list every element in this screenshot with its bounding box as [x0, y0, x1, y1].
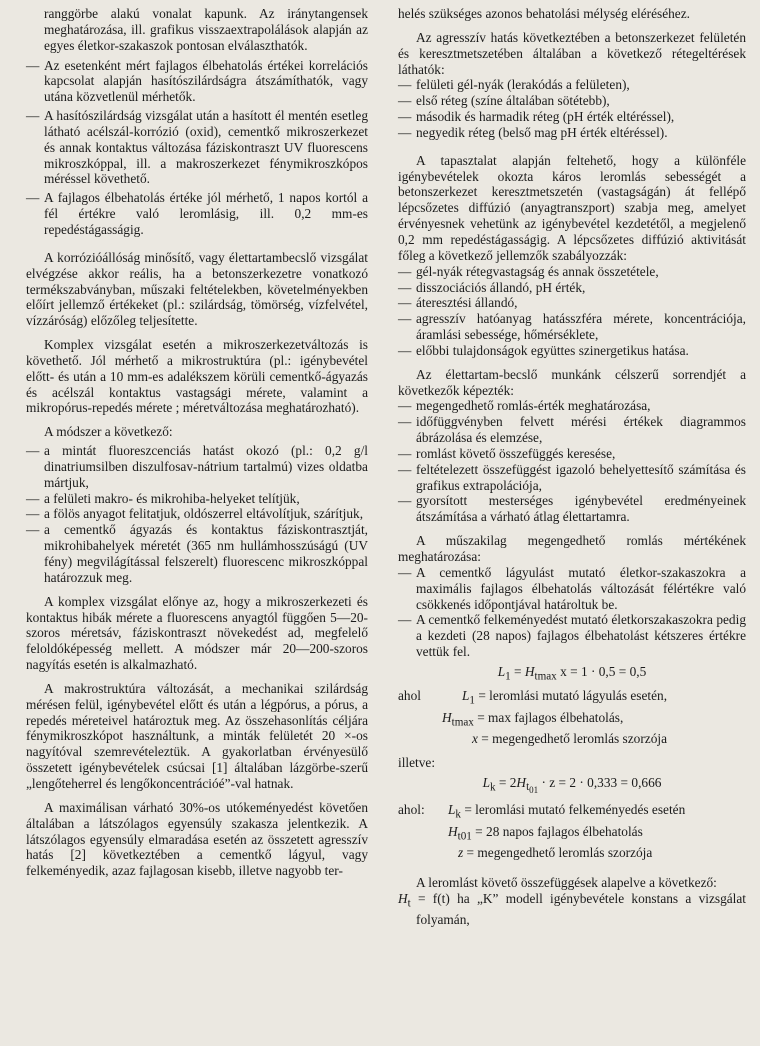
list-item: — negyedik réteg (belső mag pH érték eltéréssel).	[398, 125, 746, 141]
definition-row: z = megengedhető leromlás szorzója	[458, 845, 653, 861]
paragraph: $H_t = f(t)$ ha „K” modell igénybevétele konstans a vizsgálat folyamán,	[398, 890, 746, 928]
paragraph: A korrózióállóság minősítő, vagy élettartambecslő vizsgálat elvégzése akkor reális, ha a betonszerkezetre vonatkozó termékszabványban, műszaki feltételekben, követelményekben előírt jellemző értékeket (pl.: szilárdság, tömörség, vízfelvétel, vízzáróság) előzőleg teljesítette.	[26, 249, 368, 329]
list-item: — felületi gél-nyák (lerakódás a felületen),	[398, 77, 746, 93]
paragraph: A leromlást követő összefüggések alapelve a következő:	[416, 874, 717, 890]
paragraph: helés szükséges azonos behatolási mélység eléréséhez.	[398, 6, 690, 21]
list-item: — megengedhető romlás-érték meghatározása,	[398, 398, 746, 414]
list-item: — A cementkő lágyulást mutató életkor-szakaszokra a maximális fajlagos élbehatolás változását félértékre való csökkenés időpontjával határoltuk be.	[398, 565, 746, 613]
list-item: — A hasítószilárdság vizsgálat után a hasított él mentén esetleg látható acélszál-korrózió (oxid), cementkő mikroszerkezet és annak kontaktus változása fáziskontraszt UV fluorescens mikroszkóppal, ill. a makroszerkezet fénymikroszkópos méréssel követhető.	[26, 108, 368, 187]
right-column	[398, 6, 746, 928]
list-item: — A fajlagos élbehatolás értéke jól mérhető, 1 napos kortól a fél értékre való leromlásig, ill. 0,2 mm-es repedéstágasságig.	[26, 190, 368, 238]
list-item: — agresszív hatóanyag hatásszféra mérete, koncentrációja, áramlási sebessége, hőmérséklete,	[398, 311, 746, 343]
paragraph: Az élettartam-becslő munkánk célszerű sorrendjét a következők képezték:	[398, 366, 746, 398]
paragraph: A módszer a következő:	[44, 424, 173, 440]
paragraph: A maximálisan várható 30%-os utókeményedést követően általában a látszólagos egyensúly szakasza jelentkezik. A látszólagos egyensúly elmaradása esetén az összetett agresszív hatás [2] következtében a cementkő lágyul, vagy felkeményedik, azaz fajlagosan kisebb, illetve nagyobb ter-	[26, 799, 368, 879]
definition-row: $H_{tmax} = \max$ fajlagos élbehatolás,	[442, 709, 624, 729]
list-item: — a mintát fluoreszcenciás hatást okozó (pl.: 0,2 g/l dinatriumsilben diszulfosav-nátrium tartalmú) vizes oldatba mártjuk,	[26, 443, 368, 491]
definition-row: $H_{t01} = 28$ napos fajlagos élbehatolás	[448, 823, 643, 843]
list-item: — A cementkő felkeményedést mutató életkorszakaszokra pedig a kezdeti (28 napos) fajlagos élbehatolást kétszeres értékre vettük fel.	[398, 612, 746, 660]
paragraph: A makrostruktúra változását, a mechanikai szilárdság mérésen felül, igénybevétel előtt és után a légpórus, a pórus, a repedés méreteivel határoztuk meg. Az összehasonlítás céljára fénymikroszkópot használtunk, a minták felületét 20 ×-os nagyítóval szemrevételeztük. A gyakorlatban érvényesülő összetett igénybevételek csúcsai [1] általában lázgörbe-szerű „lengőteherrel és lengőkoncentrációé”-val hatnak.	[26, 680, 368, 791]
list	[26, 443, 368, 586]
list-item: — előbbi tulajdonságok együttes szinergetikus hatása.	[398, 343, 746, 359]
left-column	[26, 6, 368, 879]
list-item: — gél-nyák rétegvastagság és annak összetétele,	[398, 264, 746, 280]
list-item: — a fölös anyagot felitatjuk, oldószerrel eltávolítjuk, szárítjuk,	[26, 506, 368, 522]
list-item: — a cementkő ágyazás és kontaktus fáziskontrasztját, mikrohibahelyek méretét (365 nm hullámhosszúságú (UV fény) megvilágítással felszerelt) fluorescenc mikroszkóppal határozzuk meg.	[26, 522, 368, 585]
list	[398, 77, 746, 140]
list-item: — romlást követő összefüggés keresése,	[398, 446, 746, 462]
definition-row: x = megengedhető leromlás szorzója	[472, 731, 668, 747]
paragraph: A tapasztalat alapján feltehető, hogy a különféle igénybevételek okozta káros leromlás sebességét a betonszerkezet keresztmetszetén (vastagságán) át fellépő lépcsőzetes diffúzió (anyagtranszport) szabja meg, amelyet érvényesnek vehetünk az igénybevétel kezdetétől, a megjelenő 0,2 mm repedéstágasságig. A lépcsőzetes diffúzió aktivitását főleg a következő jellemzők szabályozzák:	[398, 152, 746, 263]
paragraph: A komplex vizsgálat előnye az, hogy a mikroszerkezeti és kontaktus hibák mérete a fluorescens anyagtól függően 5—20-szoros méretsáv, fáziskontraszt növekedést ad, megfelelő feloldóképesség mellett. A módszer már 20—200-szoros nagyítás esetén is alkalmazható.	[26, 593, 368, 673]
definition-row: $L_k$ = leromlási mutató felkeményedés esetén	[448, 802, 686, 822]
list-item: — Az esetenként mért fajlagos élbehatolás értékei korrelációs kapcsolat alapján hasítószilárdságra átszámíthatók, vagy utána közvetlenül mérhetők.	[26, 58, 368, 106]
definition-list	[398, 802, 746, 867]
list-item: — időfüggvényben felvett mérési értékek diagrammos ábrázolása és elemzése,	[398, 414, 746, 446]
definition-row: $L_1$ = leromlási mutató lágyulás esetén,	[462, 688, 668, 708]
definition-list	[398, 688, 746, 753]
definition-word: ahol	[398, 688, 421, 704]
paragraph: A műszakilag megengedhető romlás mértékének meghatározása:	[398, 533, 746, 564]
definition-word: ahol:	[398, 802, 425, 818]
list	[398, 264, 746, 359]
list	[398, 565, 746, 660]
list-item: — második és harmadik réteg (pH érték eltéréssel),	[398, 109, 746, 125]
paragraph: illetve:	[398, 754, 436, 770]
list-item: — első réteg (színe általában sötétebb),	[398, 93, 746, 109]
list	[26, 58, 368, 238]
list-item: — áteresztési állandó,	[398, 295, 746, 311]
list-item: — gyorsított mesterséges igénybevétel eredményeinek átszámítása a várható átlag élettartamra.	[398, 493, 746, 525]
paragraph: ranggörbe alakú vonalat kapunk. Az iránytangensek meghatározása, ill. grafikus visszaextrapolálások alapján az egyes életkor-szakaszok pontosan elválaszthatók.	[44, 6, 368, 53]
list-item: — disszociációs állandó, pH érték,	[398, 280, 746, 296]
equation: $L_k = 2H_{t_{01}} \cdot z = 2 \cdot 0,333 = 0,666$	[482, 774, 662, 796]
list-item: — feltételezett összefüggést igazoló behelyettesítő számítása és grafikus extrapolációja,	[398, 462, 746, 494]
paragraph: Az agresszív hatás következtében a betonszerkezet felületén és keresztmetszetében általában a következő rétegeltérések láthatók:	[398, 29, 746, 77]
list	[398, 398, 746, 525]
equation: $L_1 = H_{tmax}$ x = 1 · 0,5 = 0,5	[497, 663, 647, 683]
paragraph: Komplex vizsgálat esetén a mikroszerkezetváltozás is követhető. Jól mérhető a mikrostruktúra (pl.: igénybevétel előtt- és után a 10 mm-es adalékszem körüli cementkő-ágyazás és acélszál kontaktus vastagsági mérete, valamint a mikropórus-repedés mérete ; méretváltozása meghatározható).	[26, 337, 368, 416]
list-item: — a felületi makro- és mikrohiba-helyeket telítjük,	[26, 491, 368, 507]
